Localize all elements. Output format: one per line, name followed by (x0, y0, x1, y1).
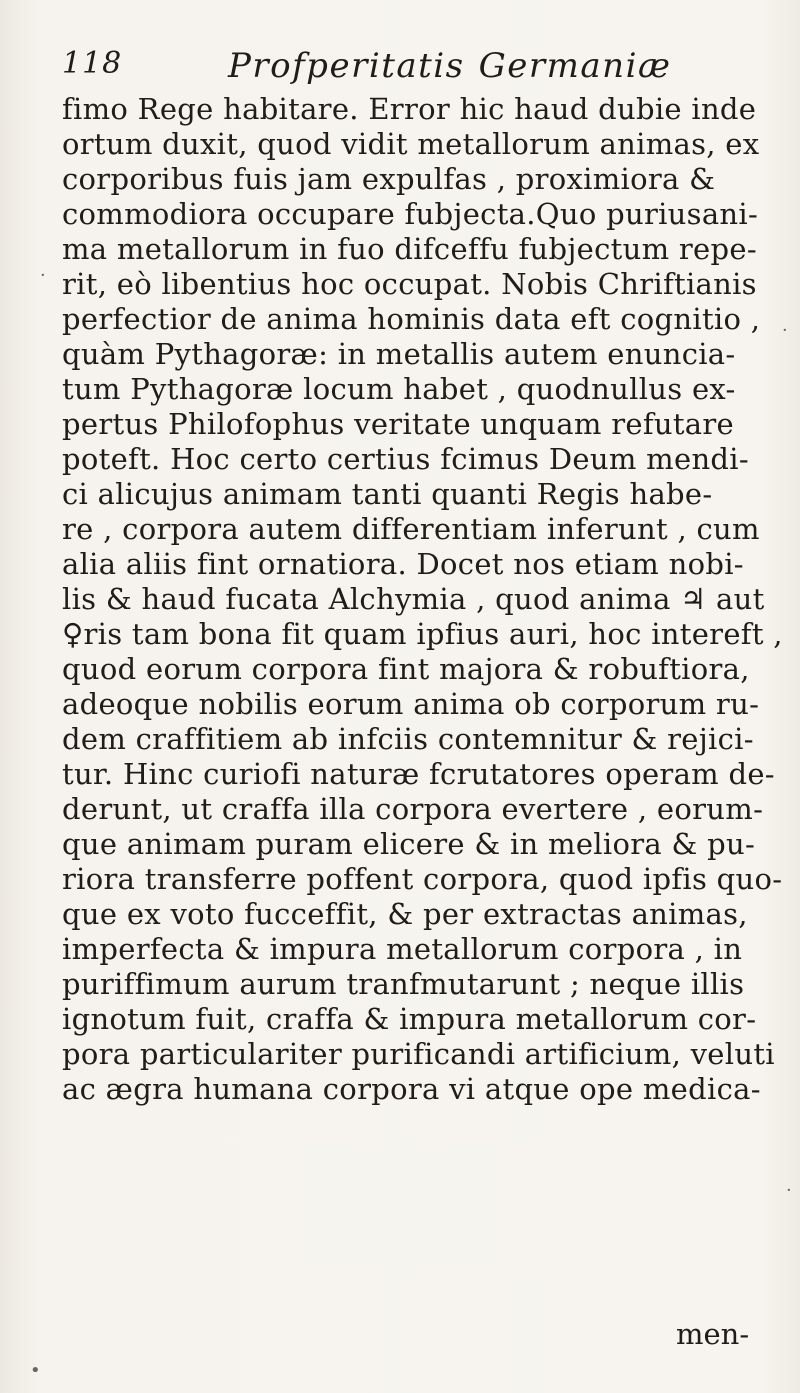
text-line: riora transferre poffent corpora, quod ipfis quo- (62, 862, 783, 896)
text-line: fimo Rege habitare. Error hic haud dubie inde (62, 92, 757, 126)
running-head-word-2: Germaniæ (478, 46, 672, 86)
margin-speck: · (782, 320, 788, 341)
text-line: re , corpora autem differentiam inferunt , cum (62, 512, 760, 546)
text-line: poteft. Hoc certo certius fcimus Deum mendi- (62, 442, 749, 476)
text-line: dem craffitiem ab infciis contemnitur & rejici- (62, 722, 754, 756)
text-line: ignotum fuit, craffa & impura metallorum cor- (62, 1002, 757, 1036)
text-line: ci alicujus animam tanti quanti Regis habe- (62, 477, 713, 511)
margin-speck: · (786, 1180, 792, 1201)
text-line: que animam puram elicere & in meliora & pu- (62, 827, 756, 861)
text-line: adeoque nobilis eorum anima ob corporum ru- (62, 687, 760, 721)
body-text (62, 92, 783, 1107)
text-line: tur. Hinc curiofi naturæ fcrutatores operam de- (62, 757, 775, 791)
text-line: rit, eò libentius hoc occupat. Nobis Chriftianis (62, 267, 757, 301)
text-line: imperfecta & impura metallorum corpora , in (62, 932, 743, 966)
page-number: 118 (62, 46, 123, 81)
text-line: perfectior de anima hominis data eft cognitio , (62, 302, 761, 336)
text-line: que ex voto fucceffit, & per extractas animas, (62, 897, 748, 931)
text-line: tum Pythagoræ locum habet , quodnullus ex- (62, 372, 736, 406)
margin-speck: · (40, 265, 46, 286)
text-line: ortum duxit, quod vidit metallorum animas, ex (62, 127, 760, 161)
text-line: corporibus fuis jam expulfas , proximiora & (62, 162, 716, 196)
text-line: lis & haud fucata Alchymia , quod anima ♃ aut (62, 582, 765, 616)
text-line: quod eorum corpora fint majora & robuftiora, (62, 652, 750, 686)
text-line: quàm Pythagoræ: in metallis autem enuncia- (62, 337, 736, 371)
text-line: ac ægra humana corpora vi atque ope medica- (62, 1072, 761, 1106)
text-line: ♀ris tam bona fit quam ipfius auri, hoc intereft , (62, 617, 783, 651)
text-line: pora particulariter purificandi artificium, veluti (62, 1037, 775, 1071)
running-head-word-1: Profperitatis (228, 46, 465, 86)
catchword: men- (676, 1317, 750, 1351)
text-line: ma metallorum in fuo difceffu fubjectum repe- (62, 232, 757, 266)
text-line: pertus Philofophus veritate unquam refutare (62, 407, 734, 441)
running-head (228, 46, 671, 86)
text-line: puriffimum aurum tranfmutarunt ; neque illis (62, 967, 745, 1001)
text-line: commodiora occupare fubjecta.Quo puriusani- (62, 197, 759, 231)
page-header (62, 46, 762, 90)
text-line: derunt, ut craffa illa corpora evertere , eorum- (62, 792, 764, 826)
margin-speck: • (30, 1360, 41, 1381)
text-line: alia aliis fint ornatiora. Docet nos etiam nobi- (62, 547, 744, 581)
